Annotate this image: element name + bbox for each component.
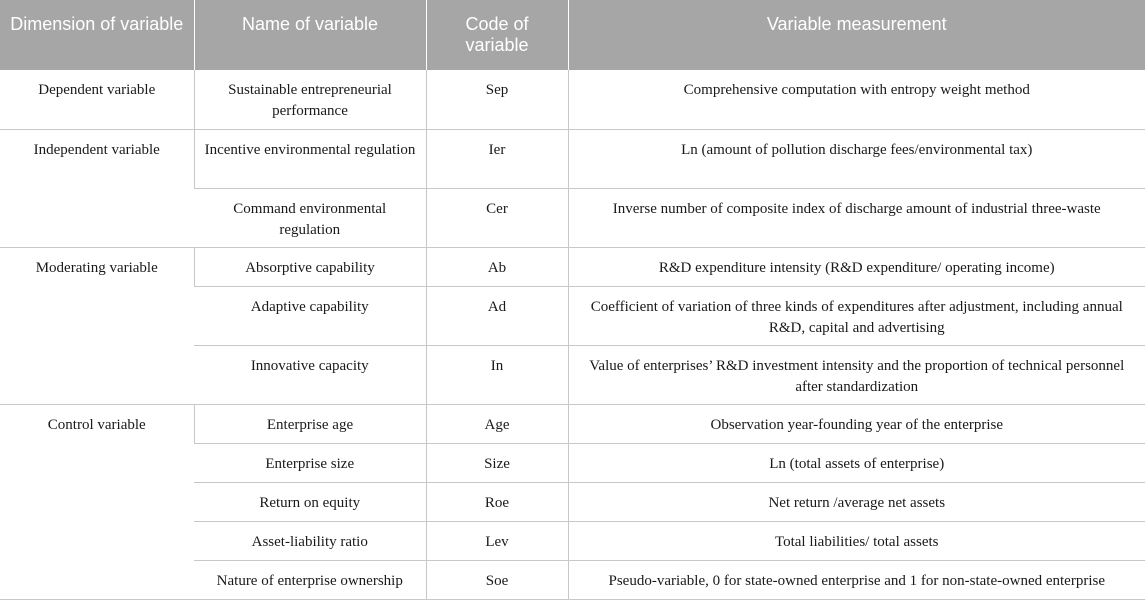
measurement-cell: Ln (amount of pollution discharge fees/environmental tax) <box>568 129 1145 188</box>
code-cell: Sep <box>426 70 568 129</box>
dimension-cell: Moderating variable <box>0 247 194 404</box>
table-header <box>0 0 1145 70</box>
code-cell: Roe <box>426 482 568 521</box>
name-cell: Return on equity <box>194 482 426 521</box>
name-cell: Asset-liability ratio <box>194 521 426 560</box>
measurement-cell: Total liabilities/ total assets <box>568 521 1145 560</box>
dimension-cell: Control variable <box>0 404 194 599</box>
measurement-cell: Coefficient of variation of three kinds of expenditures after adjustment, including annual R&D, capital and advertising <box>568 286 1145 345</box>
dimension-cell: Independent variable <box>0 129 194 247</box>
code-cell: Lev <box>426 521 568 560</box>
code-cell: Cer <box>426 188 568 247</box>
name-cell: Command environmental regulation <box>194 188 426 247</box>
measurement-cell: Pseudo-variable, 0 for state-owned enterprise and 1 for non-state-owned enterprise <box>568 560 1145 599</box>
code-cell: Soe <box>426 560 568 599</box>
measurement-cell: Comprehensive computation with entropy weight method <box>568 70 1145 129</box>
measurement-cell: Observation year-founding year of the enterprise <box>568 404 1145 443</box>
measurement-cell: Inverse number of composite index of discharge amount of industrial three-waste <box>568 188 1145 247</box>
header-code: Code of variable <box>426 0 568 70</box>
measurement-cell: Ln (total assets of enterprise) <box>568 443 1145 482</box>
dimension-cell: Dependent variable <box>0 70 194 129</box>
name-cell: Enterprise age <box>194 404 426 443</box>
code-cell: Size <box>426 443 568 482</box>
table-body <box>0 70 1145 599</box>
header-dimension: Dimension of variable <box>0 0 194 70</box>
code-cell: Ier <box>426 129 568 188</box>
code-cell: Ad <box>426 286 568 345</box>
name-cell: Absorptive capability <box>194 247 426 286</box>
name-cell: Enterprise size <box>194 443 426 482</box>
table-row <box>0 129 1145 188</box>
header-measurement: Variable measurement <box>568 0 1145 70</box>
header-name: Name of variable <box>194 0 426 70</box>
measurement-cell: Value of enterprises’ R&D investment intensity and the proportion of technical personnel after standardization <box>568 345 1145 404</box>
name-cell: Innovative capacity <box>194 345 426 404</box>
measurement-cell: R&D expenditure intensity (R&D expenditure/ operating income) <box>568 247 1145 286</box>
measurement-cell: Net return /average net assets <box>568 482 1145 521</box>
code-cell: Ab <box>426 247 568 286</box>
code-cell: Age <box>426 404 568 443</box>
table-row <box>0 247 1145 286</box>
name-cell: Sustainable entrepreneurial performance <box>194 70 426 129</box>
table-row <box>0 404 1145 443</box>
name-cell: Nature of enterprise ownership <box>194 560 426 599</box>
table-row <box>0 70 1145 129</box>
code-cell: In <box>426 345 568 404</box>
name-cell: Incentive environmental regulation <box>194 129 426 188</box>
name-cell: Adaptive capability <box>194 286 426 345</box>
